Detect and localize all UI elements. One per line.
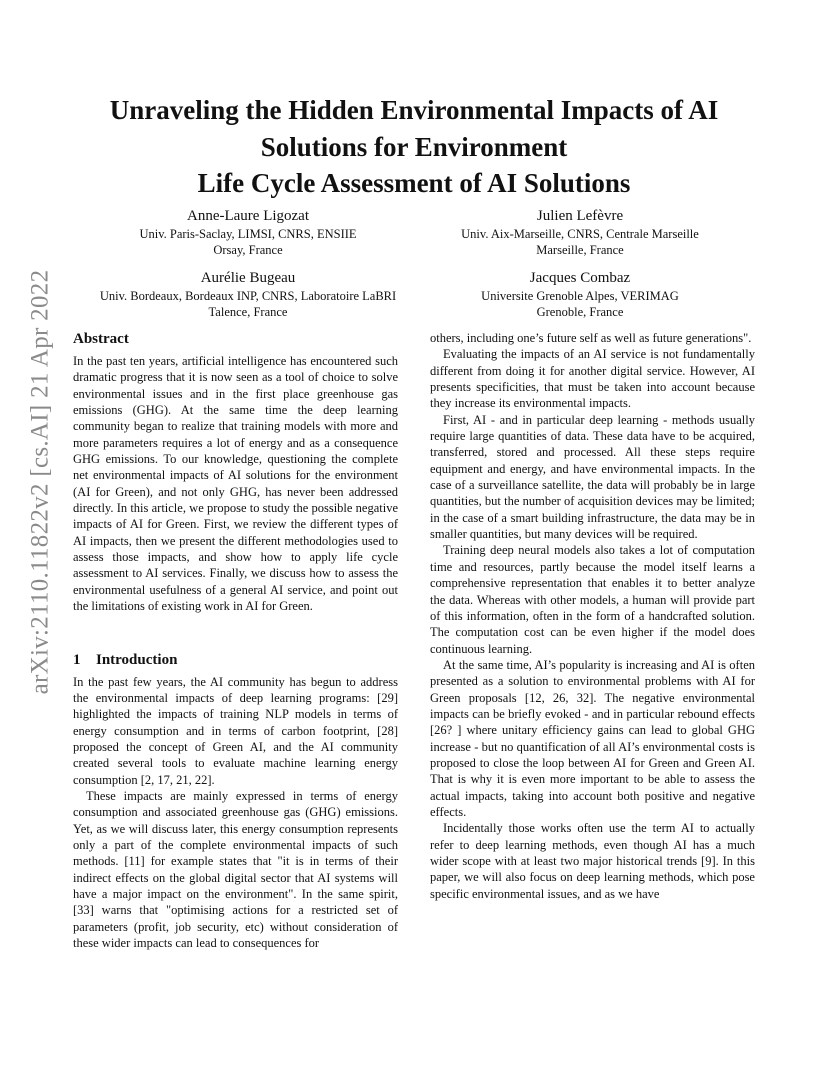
paragraph: First, AI - and in particular deep learning - methods usually require large quantities of data. These data have to be acquired, transferred, stored and processed. All these steps require equipment and energy, and have environmental impacts. In the case of a surveillance satellite, the data will probably be in large quantities, but the number of acquisition devices may be limited; in the case of a smart building infrastructure, the data may be in smaller quantities, but many devices will be required. (430, 412, 755, 542)
author-location: Talence, France (208, 305, 288, 319)
author-name: Jacques Combaz (529, 270, 631, 286)
paragraph: Incidentally those works often use the term AI to actually refer to deep learning methods, even though AI has a much wider scope with at least two major historical trends [9]. In this paper, we will also focus on deep learning methods, which pose specific environmental issues, and as we have (430, 821, 755, 901)
author-name: Julien Lefèvre (536, 208, 624, 224)
paper-title (70, 92, 758, 202)
author-block-2 (400, 206, 760, 258)
title-line-2: Solutions for Environment (260, 131, 568, 162)
paragraph: Training deep neural models also takes a lot of computation time and resources, partly because the model itself learns a comprehensive representation that enables it to better analyze the data. Whereas with other models, a human will provide part of this information, often in the form of a handcrafted solution. The computation cost can be even higher if the model does continuous learning. (430, 543, 755, 656)
author-location: Orsay, France (213, 243, 283, 257)
author-block-1 (68, 206, 428, 258)
author-affiliation: Univ. Bordeaux, Bordeaux INP, CNRS, Laboratoire LaBRI (99, 289, 397, 303)
section-number: 1 (73, 651, 81, 668)
author-name: Aurélie Bugeau (200, 270, 296, 286)
author-location: Marseille, France (536, 243, 624, 257)
author-affiliation: Univ. Aix-Marseille, CNRS, Centrale Marseille (461, 227, 699, 241)
abstract-heading: Abstract (73, 331, 129, 347)
section-heading (73, 651, 398, 669)
paragraph: Evaluating the impacts of an AI service is not fundamentally different from doing it for another digital service. However, AI presents specificities, that must be taken into account because they increase its environmental impacts. (430, 347, 755, 411)
left-column (73, 330, 398, 951)
paragraph-continued: others, including one’s future self as well as future generations". (430, 331, 752, 345)
author-name: Anne-Laure Ligozat (186, 208, 310, 224)
arxiv-identifier-stamp (22, 269, 58, 695)
title-line-3: Life Cycle Assessment of AI Solutions (197, 168, 631, 198)
paragraph: These impacts are mainly expressed in terms of energy consumption and associated greenhouse gas (GHG) emissions. Yet, as we will discuss later, this energy consumption represents only a part of the complete environmental impacts of such methods. [11] for example states that "it is in terms of their indirect effects on the global digital sector that AI systems will have a major impact on the environment". In the same spirit, [33] warns that "optimising actions for a restricted set of parameters (profit, job security, etc) without consideration of these wider impacts can lead to consequences for (73, 788, 398, 950)
right-column (430, 330, 755, 902)
author-affiliation: Universite Grenoble Alpes, VERIMAG (481, 289, 679, 303)
abstract-text: In the past ten years, artificial intelligence has encountered such dramatic progress that it is now seen as a tool of choice to solve environmental issues and in the first place greenhouse gas emissions (GHG). At the same time the deep learning community began to realize that training models with more and more parameters requires a lot of energy and as a consequence GHG emissions. To our knowledge, questioning the complete net environmental impacts of AI solutions for the environment (AI for Green), and not only GHG, has never been addressed directly. In this article, we propose to study the possible negative impacts of AI for Green. First, we review the different types of AI impacts, then we present the different methodologies used to assess those impacts, and show how to apply life cycle assessment to AI services. Finally, we discuss how to assess the environmental usefulness of a general AI service, and point out the limitations of existing work in AI for Green. (73, 354, 398, 614)
author-location: Grenoble, France (536, 305, 624, 319)
paragraph: At the same time, AI’s popularity is increasing and AI is often presented as a solution to environmental problems with AI for Green proposals [12, 26, 32]. The negative environmental impacts can be briefly evoked - and in particular rebound effects [26? ] where unitary efficiency gains can lead to global GHG increase - but no quantification of all AI’s environmental costs is proposed to close the loop between AI for Green and Green AI. That is why it is even more important to be able to assess the actual impacts, taking into account both positive and negative effects. (430, 657, 755, 819)
paragraph: In the past few years, the AI community has begun to address the environmental impacts of deep learning programs: [29] highlighted the impacts of training NLP models in terms of energy consumption and in terms of carbon footprint, [28] proposed the concept of Green AI, and the AI community created several tools to evaluate machine learning energy consumption [2, 17, 21, 22]. (73, 674, 398, 787)
author-affiliation: Univ. Paris-Saclay, LIMSI, CNRS, ENSIIE (139, 227, 357, 241)
author-block-3 (68, 268, 428, 320)
section-title-text: Introduction (96, 651, 178, 668)
arxiv-identifier-text: arXiv:2110.11822v2 [cs.AI] 21 Apr 2022 (26, 269, 53, 695)
author-block-4 (400, 268, 760, 320)
title-line-1: Unraveling the Hidden Environmental Impacts of AI (109, 95, 719, 125)
